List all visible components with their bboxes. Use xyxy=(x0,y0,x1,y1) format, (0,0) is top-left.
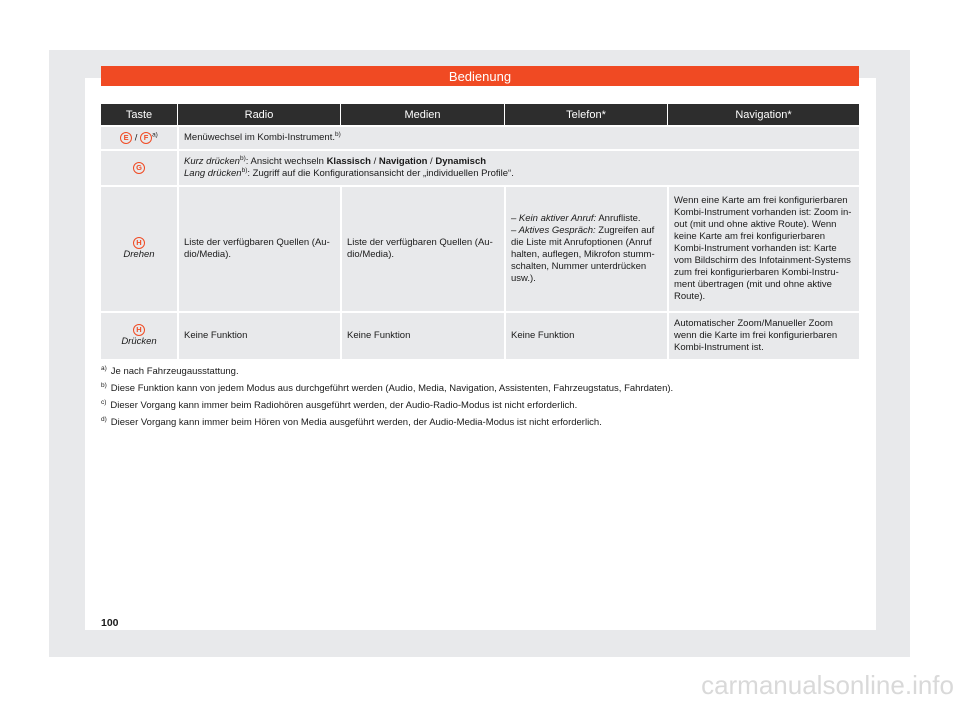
radio-cell: Liste der verfügbaren Quellen (Au-dio/Media). xyxy=(177,187,340,311)
medien-cell: Keine Funktion xyxy=(340,313,504,359)
footnote-ref: b) xyxy=(335,130,341,138)
key-cell xyxy=(101,127,177,149)
row-text: Menüwechsel im Kombi-Instrument. xyxy=(184,132,335,143)
key-badge-f: F xyxy=(140,132,152,144)
table-row xyxy=(101,151,859,185)
key-badge-g: G xyxy=(133,162,145,174)
key-badge-h: H xyxy=(133,324,145,336)
column-header-medien: Medien xyxy=(340,104,504,125)
long-press-line: Lang drücken$^{b)}$: Zugriff auf die Konfigurationsansicht der „individuellen Profile“. xyxy=(184,166,514,179)
key-cell xyxy=(101,187,177,311)
table-row xyxy=(101,313,859,359)
footnote: $^{c)}$ Dieser Vorgang kann immer beim Radiohören ausgeführt werden, der Audio-Radio-Modus ist nicht erforderlich. xyxy=(101,398,578,411)
page-number: 100 xyxy=(101,617,119,629)
footnotes xyxy=(101,366,861,434)
radio-cell: Keine Funktion xyxy=(177,313,340,359)
navigation-cell: Wenn eine Karte am frei konfigurierbaren Kombi-Instrument vorhanden ist: Zoom in-out (mit und ohne aktive Route). Wenn keine Karte am frei konfigurierbaren Kombi-Instrument vorhanden ist: Karte vom Bildschirm des Infotainment-Systems zum frei konfigurierbaren Kombi-Instru-ment übertragen (mit und ohne aktive Route). xyxy=(667,187,859,311)
row-description xyxy=(177,151,859,185)
table-row xyxy=(101,187,859,311)
table-header-row xyxy=(101,104,859,125)
row-description xyxy=(177,127,859,149)
section-title: Bedienung xyxy=(101,66,859,86)
footnote: $^{b)}$ Diese Funktion kann von jedem Modus aus durchgeführt werden (Audio, Media, Navigation, Assistenten, Fahrzeugstatus, Fahrdaten). xyxy=(101,381,674,394)
footnote: $^{a)}$ Je nach Fahrzeugausstattung. xyxy=(101,364,239,377)
key-separator: / xyxy=(134,132,138,144)
navigation-cell: Automatischer Zoom/Manueller Zoom wenn die Karte im frei konfigurierbaren Kombi-Instrument ist. xyxy=(667,313,859,359)
key-action-label: Drücken xyxy=(121,336,157,348)
column-header-radio: Radio xyxy=(177,104,340,125)
key-cell xyxy=(101,151,177,185)
footnote-ref: a) xyxy=(152,131,158,139)
watermark: carmanualsonline.info xyxy=(701,670,954,700)
key-badge-h: H xyxy=(133,237,145,249)
telefon-cell: – Kein aktiver Anruf: Anrufliste. – Aktives Gespräch: Zugreifen auf die Liste mit Anrufoptionen (Anruf halten, auflegen, Mikrofon stumm-schalten, Nummer unterdrücken usw.). xyxy=(504,187,667,311)
column-header-taste: Taste xyxy=(101,104,177,125)
footnote: $^{d)}$ Dieser Vorgang kann immer beim Hören von Media ausgeführt werden, der Audio-Media-Modus ist nicht erforderlich. xyxy=(101,415,602,428)
column-header-navigation: Navigation* xyxy=(667,104,859,125)
medien-cell: Liste der verfügbaren Quellen (Au-dio/Media). xyxy=(340,187,504,311)
short-press-line: Kurz drücken$^{b)}$: Ansicht wechseln Klassisch / Navigation / Dynamisch xyxy=(184,154,487,167)
telefon-cell: Keine Funktion xyxy=(504,313,667,359)
controls-table xyxy=(101,102,859,361)
key-action-label: Drehen xyxy=(123,249,155,261)
key-badge-e: E xyxy=(120,132,132,144)
table-row xyxy=(101,127,859,149)
column-header-telefon: Telefon* xyxy=(504,104,667,125)
key-cell xyxy=(101,313,177,359)
